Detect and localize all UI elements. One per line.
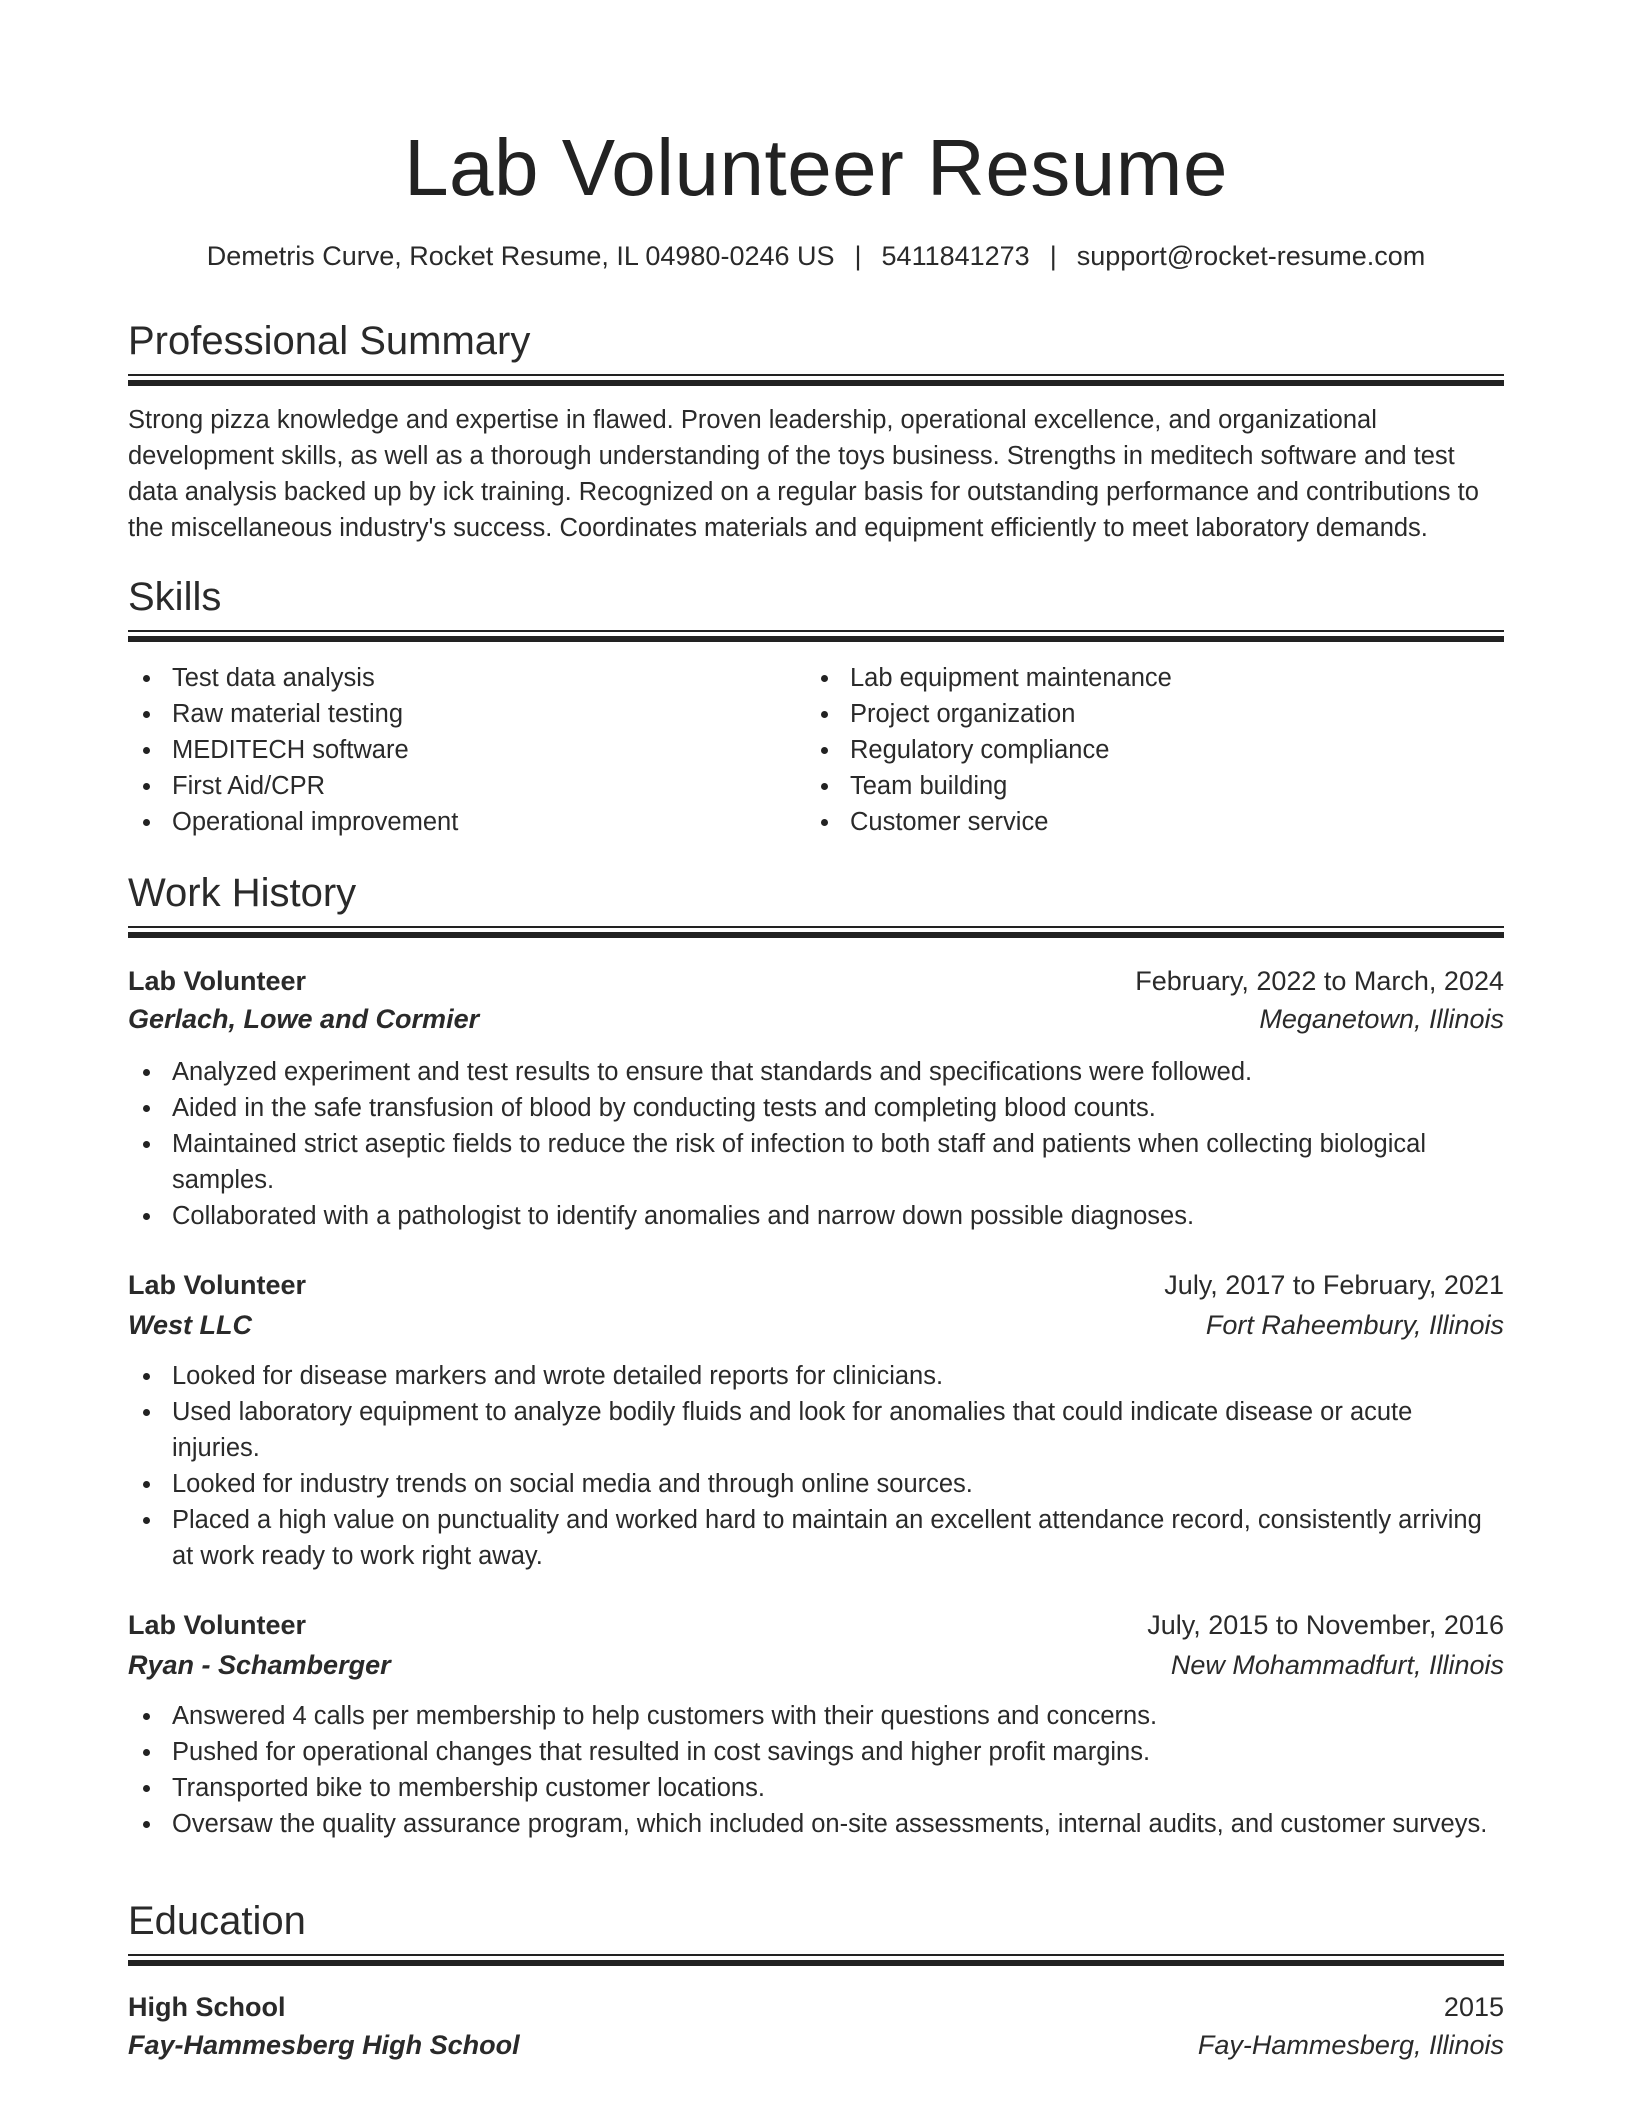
list-item: Oversaw the quality assurance program, which included on-site assessments, internal audits, and customer surveys. bbox=[128, 1806, 1504, 1842]
skill-item: Regulatory compliance bbox=[806, 732, 1172, 768]
education-location: Fay-Hammesberg, Illinois bbox=[1197, 2030, 1504, 2060]
job-location: New Mohammadfurt, Illinois bbox=[1170, 1650, 1504, 1680]
education-entry bbox=[128, 1988, 1504, 2064]
job-dates: July, 2017 to February, 2021 bbox=[1164, 1270, 1504, 1300]
skill-item: Operational improvement bbox=[128, 804, 458, 840]
education-section bbox=[128, 1896, 1504, 1946]
skills-list-left bbox=[128, 660, 458, 840]
job-company: Gerlach, Lowe and Cormier bbox=[128, 1004, 480, 1034]
contact-address: Demetris Curve, Rocket Resume, IL 04980-0246 US bbox=[206, 241, 835, 271]
list-item: Aided in the safe transfusion of blood by conducting tests and completing blood counts. bbox=[128, 1090, 1504, 1126]
list-item: Collaborated with a pathologist to identify anomalies and narrow down possible diagnoses. bbox=[128, 1198, 1504, 1234]
skill-item: Team building bbox=[806, 768, 1172, 804]
section-heading-work: Work History bbox=[128, 871, 357, 915]
section-heading-education: Education bbox=[128, 1899, 306, 1943]
skill-item: Lab equipment maintenance bbox=[806, 660, 1172, 696]
section-rule bbox=[128, 1954, 1504, 1965]
job-title: Lab Volunteer bbox=[128, 1270, 307, 1300]
skill-item: Customer service bbox=[806, 804, 1172, 840]
job-location: Fort Raheembury, Illinois bbox=[1205, 1310, 1504, 1340]
contact-phone: 5411841273 bbox=[881, 241, 1030, 271]
skills-list-right bbox=[806, 660, 1172, 840]
job-entry bbox=[128, 1266, 1504, 1574]
list-item: Transported bike to membership customer locations. bbox=[128, 1770, 1504, 1806]
job-bullets bbox=[128, 1054, 1504, 1234]
job-title: Lab Volunteer bbox=[128, 966, 307, 996]
contact-separator: | bbox=[1049, 241, 1057, 271]
job-dates: February, 2022 to March, 2024 bbox=[1135, 966, 1504, 996]
section-rule bbox=[128, 374, 1504, 385]
job-company: Ryan - Schamberger bbox=[128, 1650, 391, 1680]
contact-line bbox=[128, 238, 1504, 274]
list-item: Used laboratory equipment to analyze bodily fluids and look for anomalies that could indicate disease or acute injuries. bbox=[128, 1394, 1504, 1466]
skill-item: Project organization bbox=[806, 696, 1172, 732]
job-title: Lab Volunteer bbox=[128, 1610, 307, 1640]
job-company: West LLC bbox=[128, 1310, 253, 1340]
list-item: Analyzed experiment and test results to ensure that standards and specifications were followed. bbox=[128, 1054, 1504, 1090]
job-entry bbox=[128, 1606, 1504, 1842]
contact-separator: | bbox=[854, 241, 862, 271]
skill-item: Raw material testing bbox=[128, 696, 458, 732]
job-entry bbox=[128, 962, 1504, 1234]
job-location: Meganetown, Illinois bbox=[1259, 1004, 1504, 1034]
section-heading-summary: Professional Summary bbox=[128, 319, 531, 363]
section-rule bbox=[128, 926, 1504, 937]
job-bullets bbox=[128, 1698, 1504, 1842]
skill-item: Test data analysis bbox=[128, 660, 458, 696]
list-item: Placed a high value on punctuality and worked hard to maintain an excellent attendance record, consistently arriving at work ready to work right away. bbox=[128, 1502, 1504, 1574]
work-history-section bbox=[128, 868, 1504, 918]
contact-email: support@rocket-resume.com bbox=[1076, 241, 1426, 271]
skills-section bbox=[128, 572, 1504, 836]
list-item: Pushed for operational changes that resulted in cost savings and higher profit margins. bbox=[128, 1734, 1504, 1770]
list-item: Looked for disease markers and wrote detailed reports for clinicians. bbox=[128, 1358, 1504, 1394]
summary-section bbox=[128, 316, 1504, 542]
job-dates: July, 2015 to November, 2016 bbox=[1147, 1610, 1504, 1640]
skill-item: First Aid/CPR bbox=[128, 768, 458, 804]
skill-item: MEDITECH software bbox=[128, 732, 458, 768]
list-item: Looked for industry trends on social media and through online sources. bbox=[128, 1466, 1504, 1502]
section-rule bbox=[128, 630, 1504, 641]
section-heading-skills: Skills bbox=[128, 575, 222, 619]
summary-text: Strong pizza knowledge and expertise in flawed. Proven leadership, operational excellence, and organizational development skills, as well as a thorough understanding of the toys business. Strengths in meditech software and test data analysis backed up by ick training. Recognized on a regular basis for outstanding performance and contributions to the miscellaneous industry's success. Coordinates materials and equipment efficiently to meet laboratory demands. bbox=[128, 406, 1479, 542]
education-year: 2015 bbox=[1443, 1992, 1504, 2022]
education-school: Fay-Hammesberg High School bbox=[128, 2030, 520, 2060]
job-bullets bbox=[128, 1358, 1504, 1574]
education-degree: High School bbox=[128, 1992, 286, 2022]
resume-title: Lab Volunteer Resume bbox=[404, 123, 1228, 212]
list-item: Maintained strict aseptic fields to reduce the risk of infection to both staff and patients when collecting biological samples. bbox=[128, 1126, 1504, 1198]
list-item: Answered 4 calls per membership to help customers with their questions and concerns. bbox=[128, 1698, 1504, 1734]
